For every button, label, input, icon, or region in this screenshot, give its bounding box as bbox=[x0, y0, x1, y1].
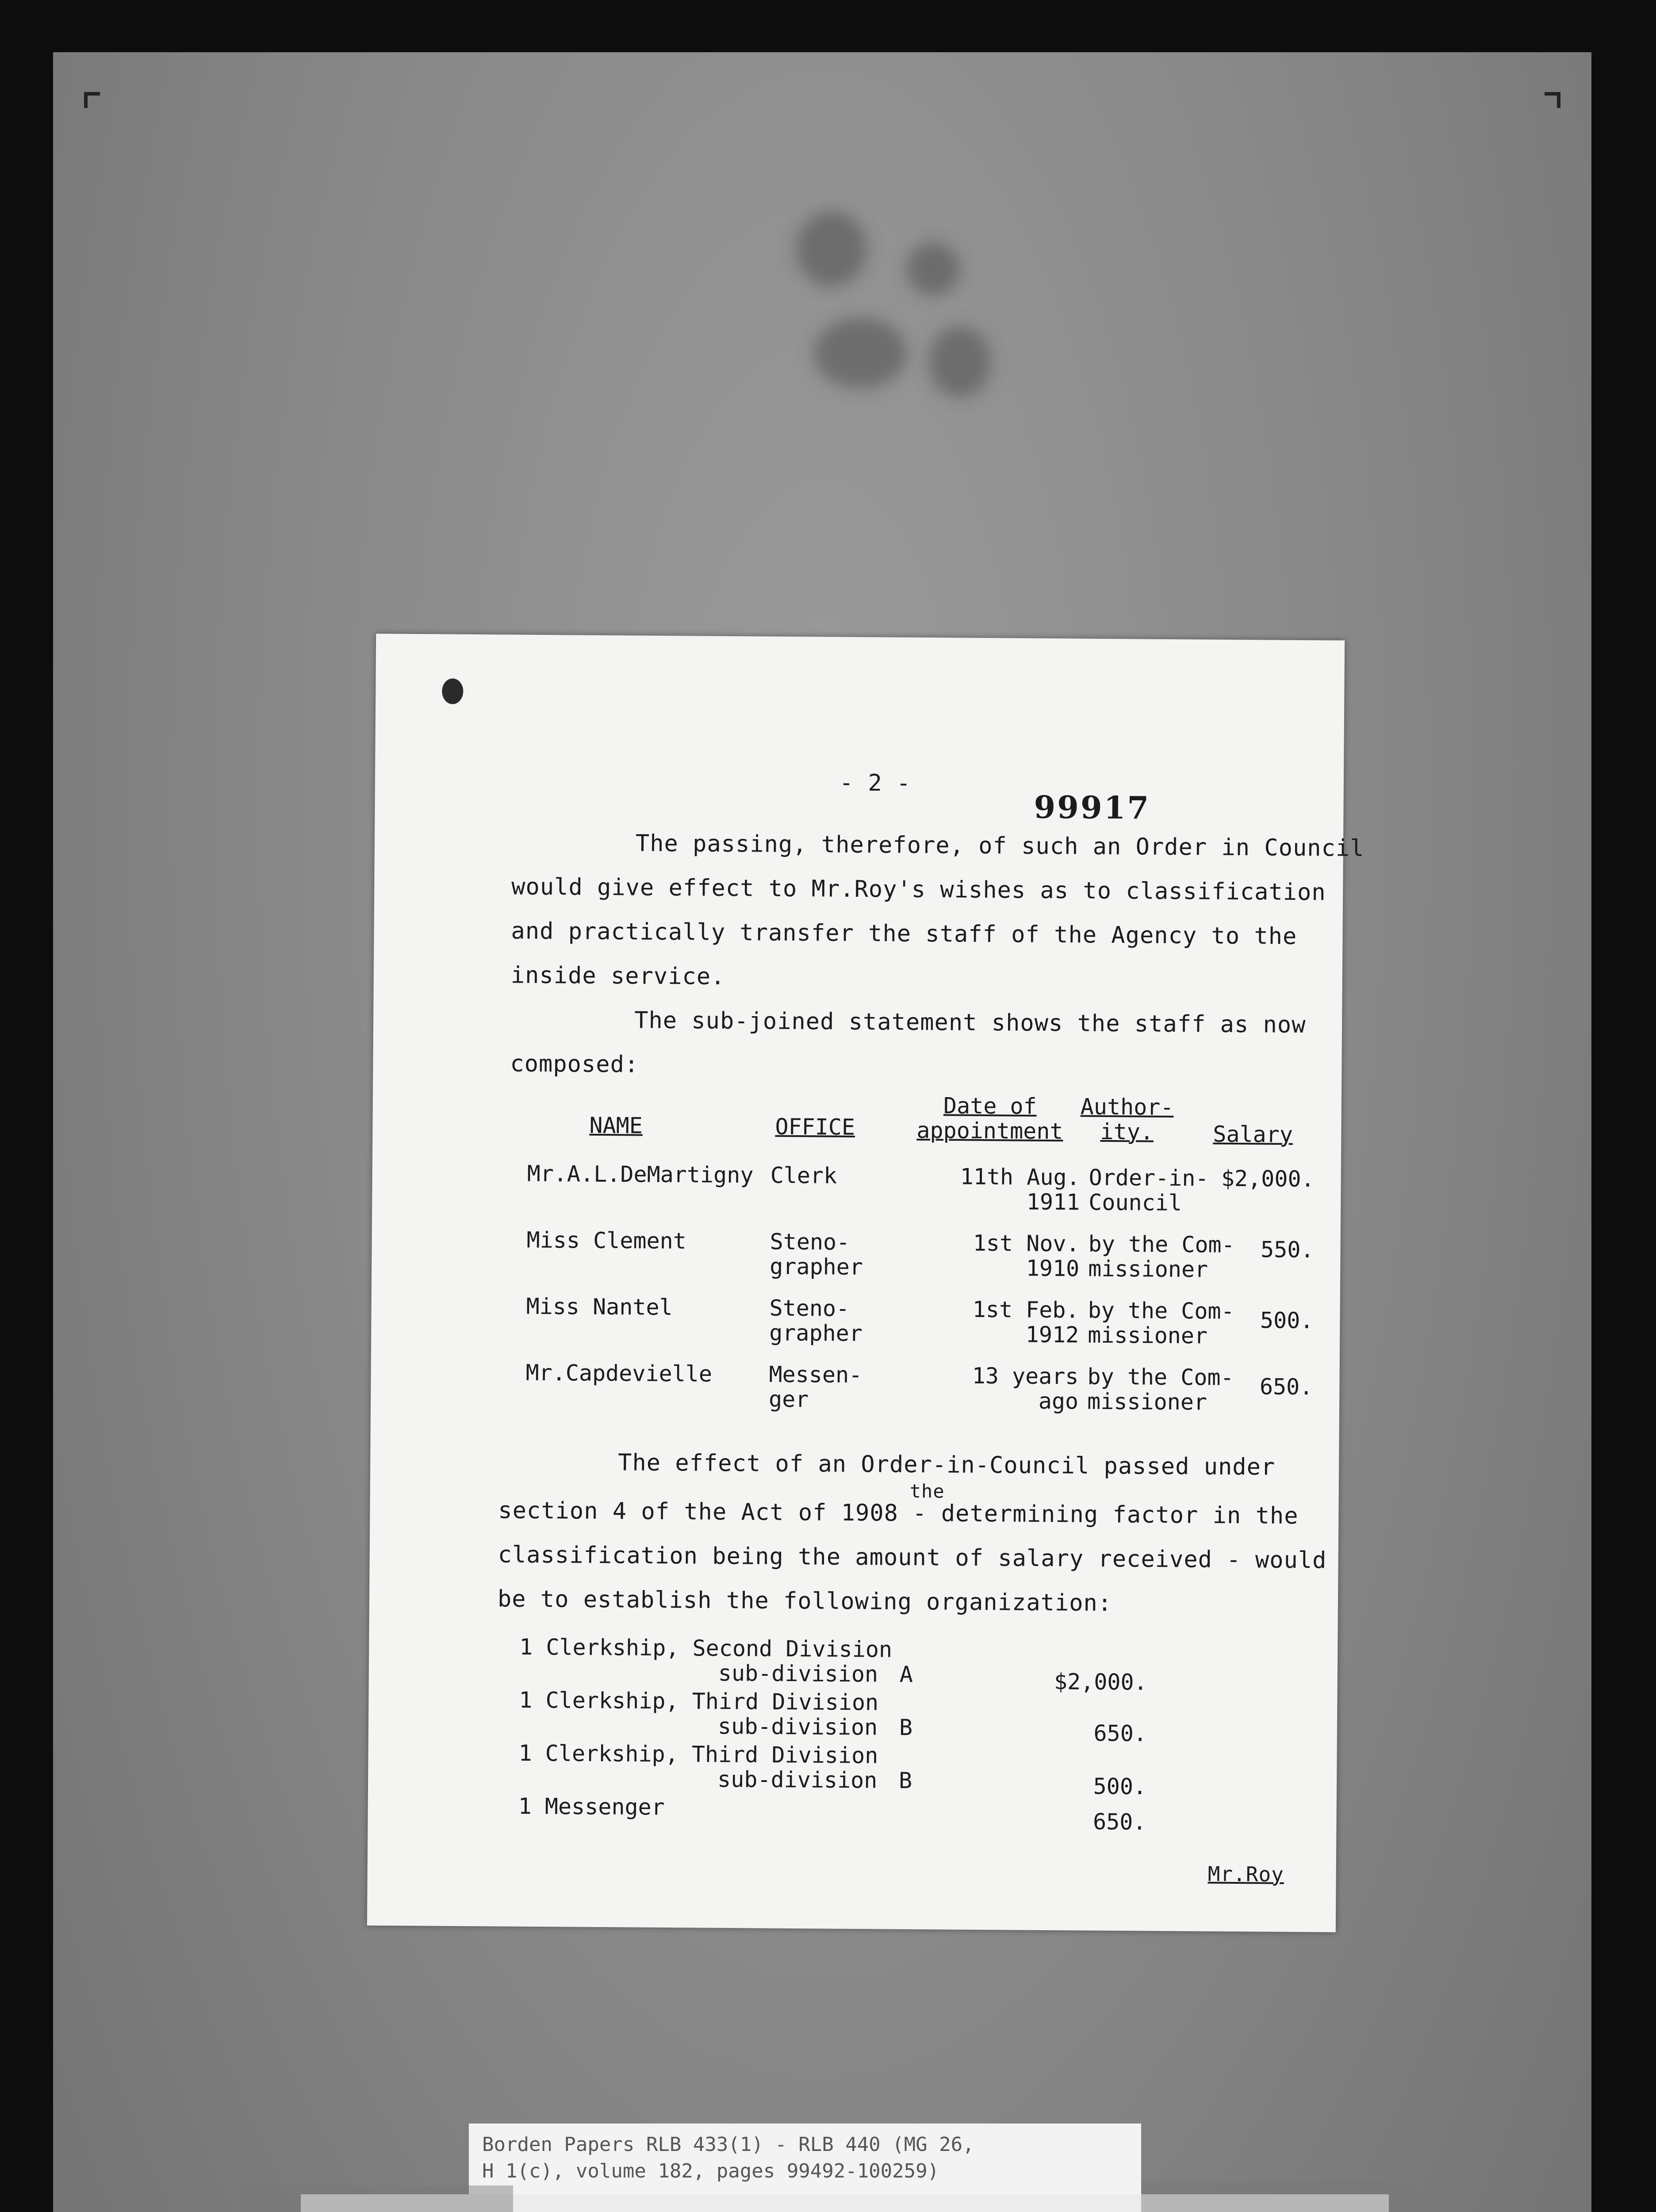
table-cell-authority: Order-in- Council bbox=[1089, 1164, 1209, 1216]
org-item-grade: A bbox=[899, 1661, 913, 1687]
intro-line: The passing, therefore, of such an Order in Council bbox=[635, 830, 1365, 862]
table-cell-date: 13 years ago bbox=[972, 1363, 1079, 1414]
intro-line: The sub-joined statement shows the staff as now bbox=[634, 1007, 1306, 1039]
org-item-amount: 650. bbox=[1093, 1720, 1147, 1747]
table-cell-salary: 650. bbox=[1259, 1374, 1313, 1400]
table-cell-salary: 550. bbox=[1260, 1237, 1314, 1263]
intro-line: composed: bbox=[510, 1050, 639, 1078]
table-cell-office: Messen- ger bbox=[768, 1361, 862, 1413]
org-item-subdivision: sub-division bbox=[717, 1766, 878, 1793]
table-cell-authority: by the Com- missioner bbox=[1087, 1363, 1234, 1415]
table-cell-name: Mr.A.L.DeMartigny bbox=[527, 1160, 754, 1188]
org-item-title: 1 Clerkship, Second Division bbox=[519, 1634, 893, 1663]
effect-line: section 4 of the Act of 1908 - determining factor in the bbox=[498, 1497, 1299, 1529]
intro-line: would give effect to Mr.Roy's wishes as to classification bbox=[511, 873, 1326, 906]
table-cell-salary: 500. bbox=[1260, 1307, 1314, 1334]
column-header-authority: Author- ity. bbox=[1080, 1094, 1174, 1145]
org-item-grade: B bbox=[899, 1714, 913, 1740]
org-item-amount: 500. bbox=[1093, 1773, 1147, 1800]
table-cell-office: Steno- grapher bbox=[769, 1295, 863, 1347]
smudge-mark bbox=[796, 211, 867, 287]
effect-line: The effect of an Order-in-Council passed under bbox=[617, 1449, 1276, 1481]
page-number: - 2 - bbox=[839, 769, 911, 797]
org-item-amount: $2,000. bbox=[1054, 1669, 1147, 1695]
table-cell-salary: $2,000. bbox=[1221, 1165, 1315, 1192]
org-item-title: 1 Messenger bbox=[518, 1793, 665, 1820]
effect-line: classification being the amount of salary received - would bbox=[498, 1541, 1327, 1574]
table-cell-name: Miss Nantel bbox=[526, 1293, 673, 1321]
intro-line: and practically transfer the staff of the Agency to the bbox=[511, 918, 1297, 950]
inserted-word: the bbox=[909, 1480, 945, 1502]
org-item-title: 1 Clerkship, Third Division bbox=[519, 1687, 879, 1716]
column-header-name: NAME bbox=[589, 1112, 643, 1139]
smudge-mark bbox=[814, 318, 907, 388]
typed-memo-page bbox=[367, 634, 1365, 1932]
intro-line: inside service. bbox=[510, 962, 725, 990]
column-header-salary: Salary bbox=[1213, 1121, 1293, 1148]
smudge-mark bbox=[929, 326, 991, 397]
table-cell-office: Steno- grapher bbox=[770, 1229, 863, 1280]
reference-line: Borden Papers RLB 433(1) - RLB 440 (MG 26, bbox=[482, 2133, 974, 2156]
table-cell-office: Clerk bbox=[770, 1162, 837, 1189]
org-item-amount: 650. bbox=[1092, 1809, 1146, 1835]
document-number: 99917 bbox=[1034, 788, 1151, 826]
archives-stamp-card bbox=[301, 2194, 1389, 2212]
smudge-mark bbox=[907, 242, 960, 296]
reference-line: H 1(c), volume 182, pages 99492-100259) bbox=[482, 2160, 939, 2182]
punch-hole bbox=[442, 678, 463, 704]
table-cell-name: Miss Clement bbox=[526, 1227, 687, 1254]
crop-mark-icon bbox=[1545, 92, 1560, 108]
tape-strip bbox=[239, 2185, 513, 2212]
org-item-grade: B bbox=[898, 1767, 912, 1793]
table-cell-date: 1st Feb. 1912 bbox=[972, 1296, 1079, 1348]
column-header-office: OFFICE bbox=[775, 1114, 855, 1140]
column-header-date: Date of appointment bbox=[916, 1093, 1063, 1144]
org-item-subdivision: sub-division bbox=[717, 1713, 878, 1740]
table-cell-name: Mr.Capdevielle bbox=[525, 1359, 713, 1387]
org-item-subdivision: sub-division bbox=[718, 1660, 878, 1687]
table-cell-date: 11th Aug. 1911 bbox=[960, 1164, 1080, 1215]
org-item-title: 1 Clerkship, Third Division bbox=[518, 1740, 878, 1769]
table-cell-authority: by the Com- missioner bbox=[1088, 1231, 1235, 1283]
effect-line: be to establish the following organization: bbox=[497, 1586, 1112, 1617]
catchword: Mr.Roy bbox=[1208, 1862, 1284, 1886]
tape-strip bbox=[1141, 2181, 1415, 2212]
table-cell-authority: by the Com- missioner bbox=[1087, 1297, 1234, 1349]
crop-mark-icon bbox=[84, 92, 100, 108]
table-cell-date: 1st Nov. 1910 bbox=[973, 1230, 1080, 1282]
